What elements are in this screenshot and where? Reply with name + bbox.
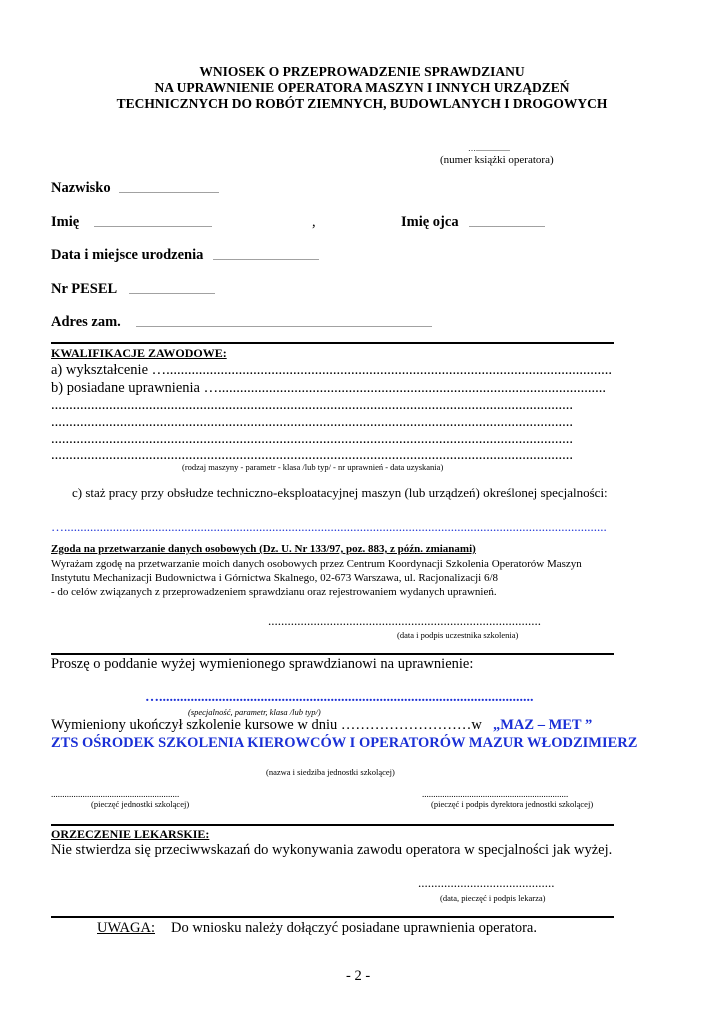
school-stamp-caption: (pieczęć jednostki szkolącej) (91, 799, 190, 809)
course-completion-text: Wymieniony ukończył szkolenie kursowe w dniu ………………………w (51, 717, 482, 733)
request-text: Proszę o poddanie wyżej wymienionego sprawdzianowi na uprawnienie: (51, 656, 474, 672)
birth-label: Data i miejsce urodzenia (51, 247, 204, 263)
education-line[interactable]: a) wykształcenie …........................................................................................................................... (51, 362, 613, 378)
note-label: UWAGA: (97, 920, 155, 936)
participant-signature-caption: (data i podpis uczestnika szkolenia) (397, 630, 519, 640)
experience-field[interactable]: …....................................................................................................................................................................... (51, 519, 607, 534)
divider (51, 824, 614, 826)
doctor-signature-field[interactable]: .......................................... (418, 875, 555, 890)
director-signature-caption: (pieczęć i podpis dyrektora jednostki szkolącej) (431, 799, 594, 809)
title-line-3: TECHNICZNYCH DO ROBÓT ZIEMNYCH, BUDOWLANYCH I DROGOWYCH (116, 96, 608, 111)
medical-text: Nie stwierdza się przeciwwskazań do wykonywania zawodu operatora w specjalności jak wyżej. (51, 842, 613, 858)
first-name-field[interactable]: ........................................................... (94, 220, 212, 229)
divider (51, 342, 614, 344)
licenses-line[interactable]: b) posiadane uprawnienia …........................................................................................................... (51, 380, 606, 396)
operator-book-dots: …................. (468, 144, 510, 153)
doctor-signature-caption: (data, pieczęć i podpis lekarza) (440, 893, 546, 903)
participant-signature-field[interactable]: .................................................................................... (268, 613, 541, 628)
divider (51, 653, 614, 655)
father-name-field[interactable]: ...................................... (469, 220, 545, 229)
licenses-line-extra[interactable]: ................................................................................................................................................ (51, 447, 573, 463)
school-caption: (nazwa i siedziba jednostki szkolącej) (266, 767, 395, 777)
surname-field[interactable]: .................................................. (119, 186, 219, 195)
school-stamp-field[interactable]: ......................................................... (51, 789, 180, 799)
operator-book-caption: (numer książki operatora) (440, 154, 554, 166)
first-name-label: Imię (51, 214, 80, 230)
title-line-1: WNIOSEK O PRZEPROWADZENIE SPRAWDZIANU (199, 64, 525, 79)
consent-heading: Zgoda na przetwarzanie danych osobowych (Dz. U. Nr 133/97, poz. 883, z późn. zmianami) (51, 543, 476, 555)
page-number: - 2 - (346, 968, 371, 984)
address-field[interactable]: .................................................................................................................................................... (136, 320, 432, 329)
experience-label: c) staż pracy przy obsłudze techniczno-eksploatacyjnej maszyn (lub urządzeń) określonej specjalności: (72, 485, 608, 500)
licenses-line-extra[interactable]: ................................................................................................................................................ (51, 431, 573, 447)
divider (51, 916, 614, 918)
birth-field[interactable]: ..................................................... (213, 253, 319, 262)
licenses-caption: (rodzaj maszyny - parametr - klasa /lub typ/ - nr uprawnień - data uzyskania) (182, 462, 444, 472)
pesel-field[interactable]: ........................................... (129, 287, 215, 296)
licenses-line-extra[interactable]: ................................................................................................................................................ (51, 397, 573, 413)
school-short-name: „MAZ – MET ” (493, 717, 593, 733)
note-text: Do wniosku należy dołączyć posiadane uprawnienia operatora. (171, 920, 537, 936)
comma-separator: , (312, 214, 316, 230)
address-label: Adres zam. (51, 314, 121, 330)
specialty-caption: (specjalność, parametr, klasa /lub typ/) (188, 707, 321, 717)
school-full-name: ZTS OŚRODEK SZKOLENIA KIEROWCÓW I OPERATORÓW MAZUR WŁODZIMIERZ (51, 735, 638, 751)
father-name-label: Imię ojca (401, 214, 459, 230)
licenses-line-extra[interactable]: ................................................................................................................................................ (51, 414, 573, 430)
pesel-label: Nr PESEL (51, 281, 118, 297)
director-signature-field[interactable]: ................................................................. (422, 789, 569, 799)
title-line-2: NA UPRAWNIENIE OPERATORA MASZYN I INNYCH URZĄDZEŃ (154, 80, 570, 95)
consent-text-line: Wyrażam zgodę na przetwarzanie moich danych osobowych przez Centrum Koordynacji Szkolenia Operatorów Maszyn (51, 558, 582, 570)
consent-text-line: - do celów związanych z przeprowadzeniem sprawdzianu oraz rejestrowaniem wydanych uprawnień. (51, 586, 497, 598)
specialty-field[interactable]: …........................................................................................................... (145, 690, 534, 705)
consent-text-line: Instytutu Mechanizacji Budownictwa i Górnictwa Skalnego, 02-673 Warszawa, ul. Racjonalizacji 6/8 (51, 572, 499, 584)
qualifications-heading: KWALIFIKACJE ZAWODOWE: (51, 346, 227, 360)
medical-heading: ORZECZENIE LEKARSKIE: (51, 827, 210, 841)
surname-label: Nazwisko (51, 180, 111, 196)
